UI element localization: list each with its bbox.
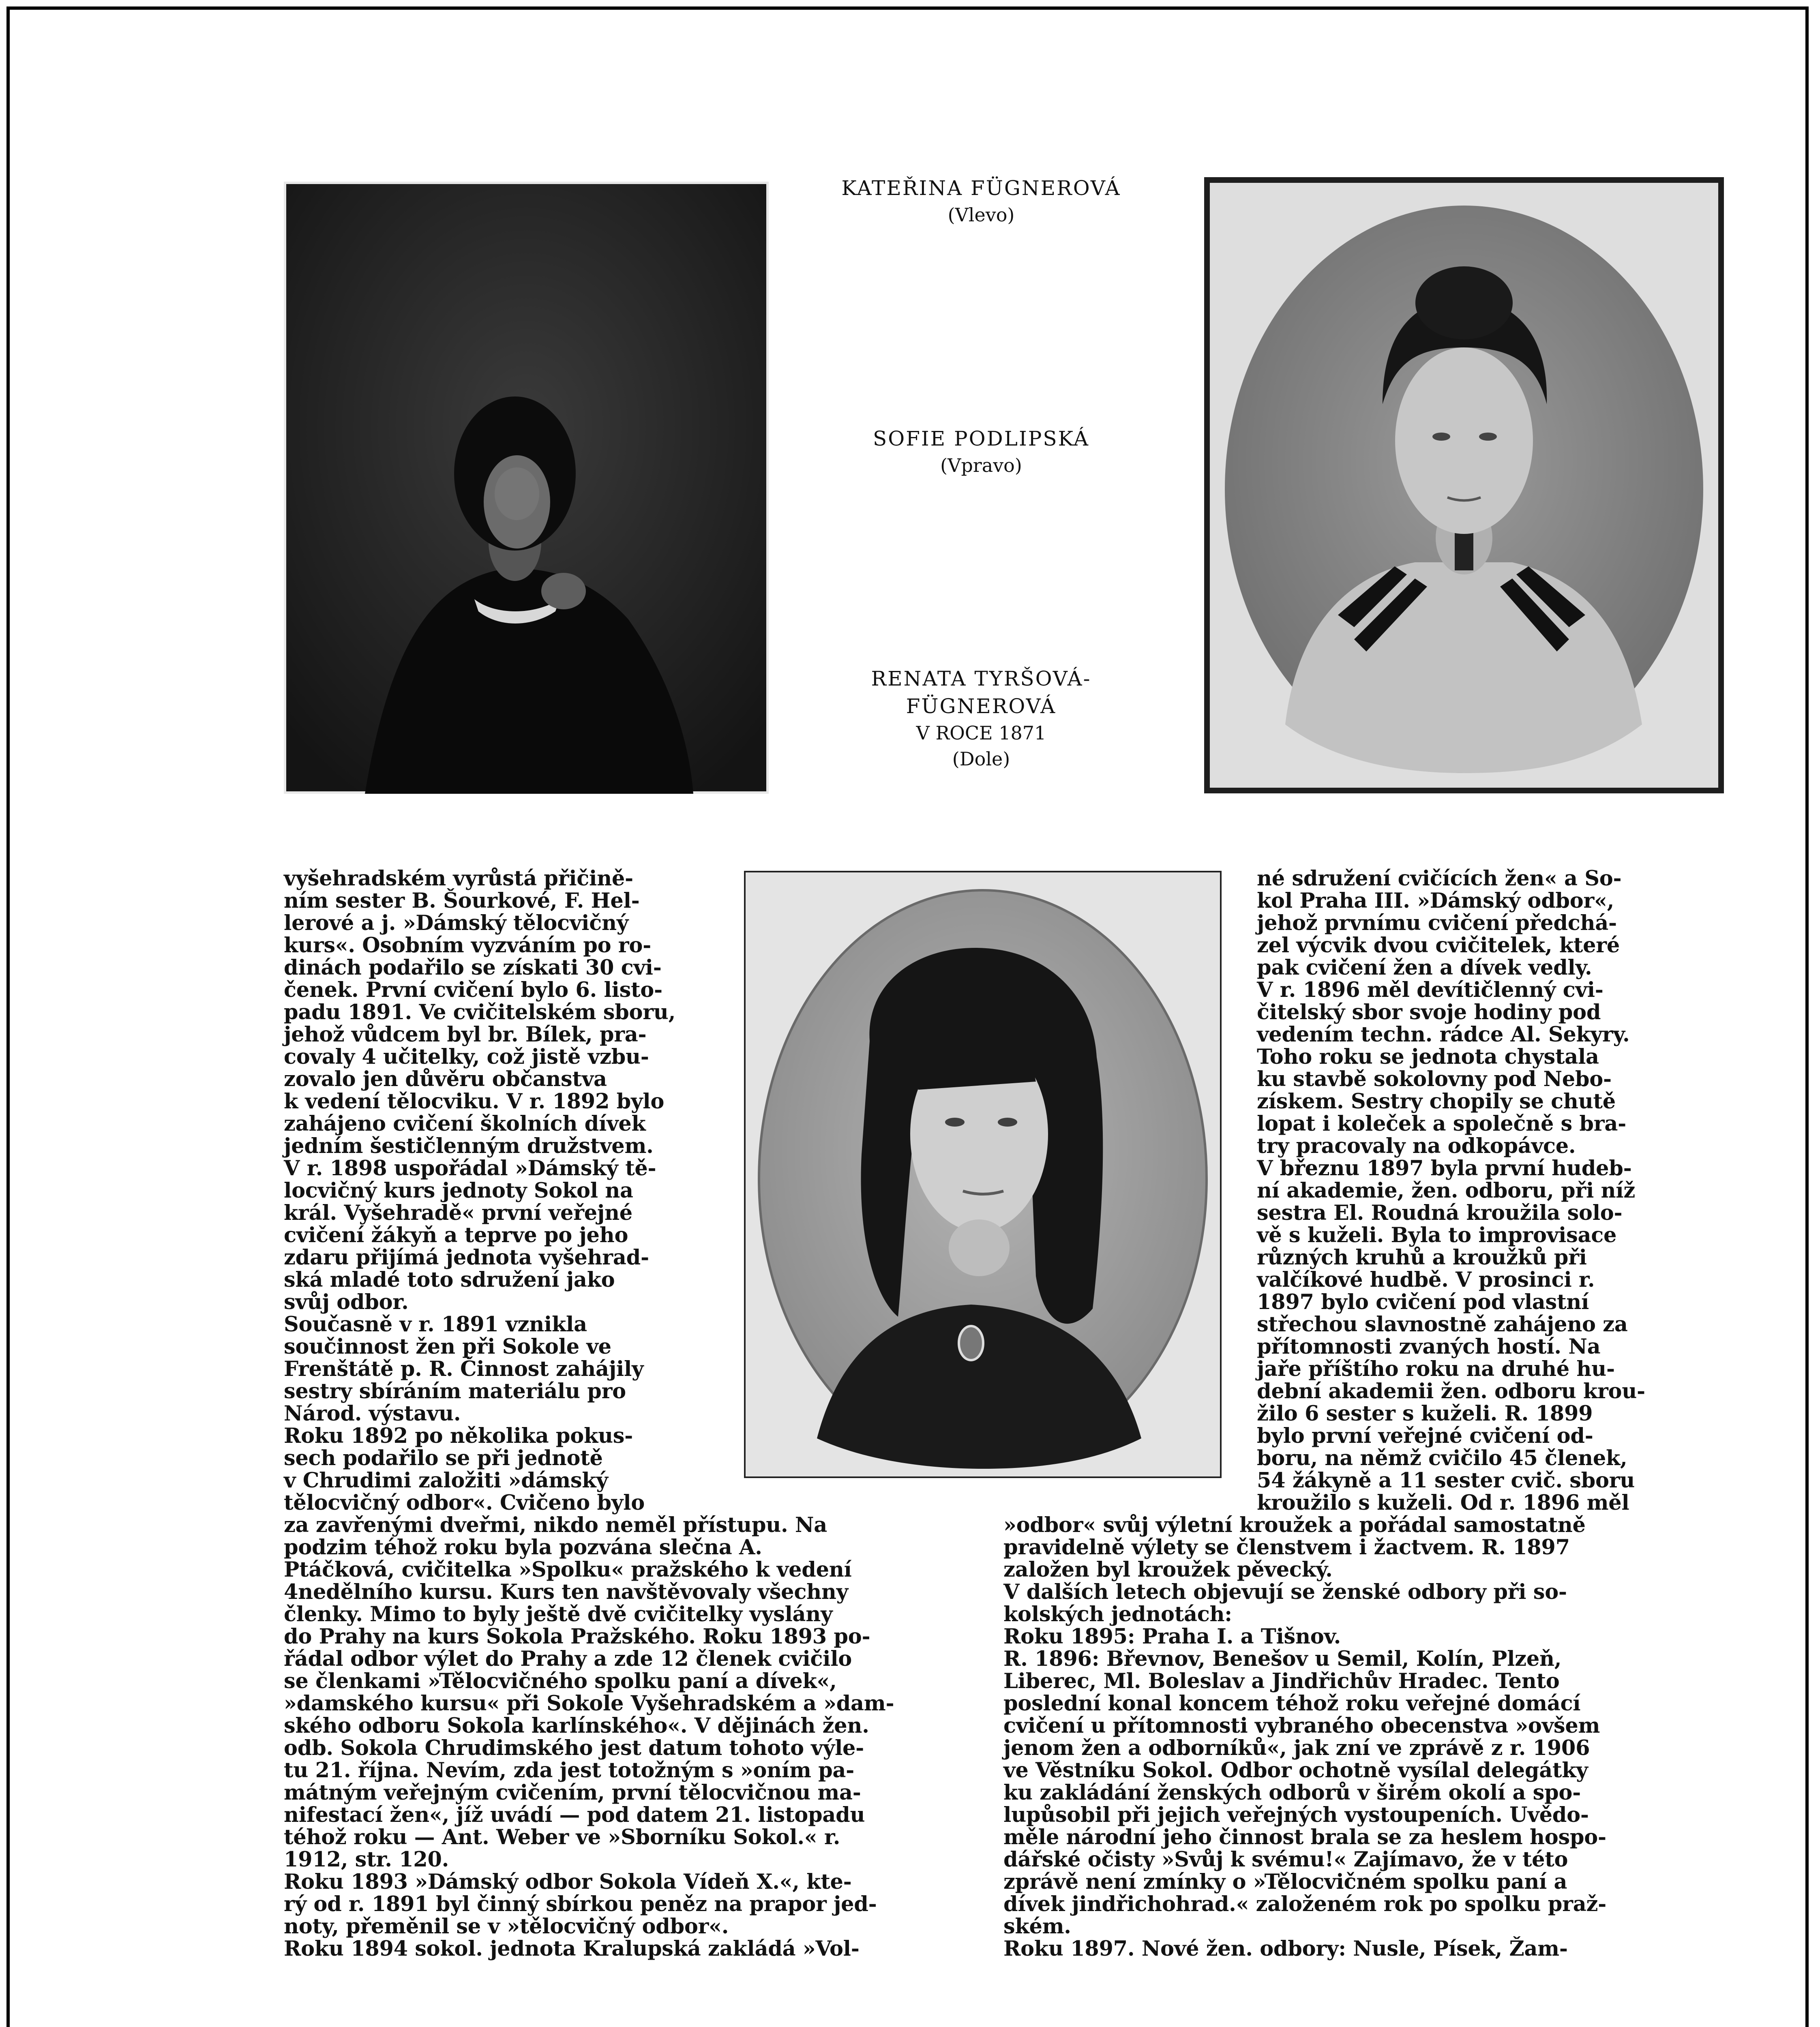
text-line: bylo první veřejné cvičení od- bbox=[1257, 1424, 1593, 1448]
text-line: locvičný kurs jednoty Sokol na bbox=[284, 1178, 633, 1203]
caption-katerina bbox=[782, 174, 1180, 228]
text-line: žilo 6 sester s kuželi. R. 1899 bbox=[1257, 1401, 1593, 1426]
text-line: cvičení u přítomnosti vybraného obecenstva »ovšem bbox=[1003, 1714, 1600, 1738]
text-line: dívek jindřichohrad.« založeném rok po spolku praž- bbox=[1003, 1892, 1607, 1916]
text-line: ku stavbě sokolovny pod Nebo- bbox=[1257, 1067, 1612, 1091]
text-line: čenek. První cvičení bylo 6. listo- bbox=[284, 978, 662, 1002]
text-line: k vedení tělocviku. V r. 1892 bylo bbox=[284, 1089, 665, 1114]
text-line: cvičení žákyň a teprve po jeho bbox=[284, 1223, 628, 1247]
text-column-right bbox=[1257, 868, 1699, 1514]
text-line: jenom žen a odborníků«, jak zní ve zprávě z r. 1906 bbox=[1003, 1736, 1590, 1760]
text-line: vě s kuželi. Byla to improvisace bbox=[1257, 1223, 1617, 1247]
text-line: jaře příštího roku na druhé hu- bbox=[1257, 1357, 1615, 1381]
text-line: Současně v r. 1891 vznikla bbox=[284, 1312, 587, 1337]
text-line: ve Věstníku Sokol. Odbor ochotně vysílal delegátky bbox=[1003, 1758, 1588, 1783]
text-line: boru, na němž cvičilo 45 členek, bbox=[1257, 1446, 1627, 1470]
text-line: Roku 1893 »Dámský odbor Sokola Vídeň X.«, kte- bbox=[284, 1870, 852, 1894]
text-line: různých kruhů a kroužků při bbox=[1257, 1245, 1587, 1270]
text-column-right-wide bbox=[1003, 1514, 1699, 1960]
text-line: ská mladé toto sdružení jako bbox=[284, 1268, 615, 1292]
text-line: kolských jednotách: bbox=[1003, 1602, 1232, 1626]
text-line: dinách podařilo se získati 30 cvi- bbox=[284, 956, 662, 980]
portrait-katerina-fugnerova bbox=[284, 182, 769, 794]
text-line: lerové a j. »Dámský tělocvičný bbox=[284, 911, 629, 935]
text-column-left-wide bbox=[284, 1514, 961, 1960]
text-line: podzim téhož roku byla pozvána slečna A. bbox=[284, 1535, 762, 1560]
text-line: zprávě není zmínky o »Tělocvičném spolku paní a bbox=[1003, 1870, 1567, 1894]
text-line: nifestací žen«, jíž uvádí — pod datem 21. listopadu bbox=[284, 1803, 865, 1827]
text-line: 1912, str. 120. bbox=[284, 1847, 449, 1872]
text-line: V r. 1896 měl devítičlenný cvi- bbox=[1257, 978, 1603, 1002]
text-line: ského odboru Sokola karlínského«. V dějinách žen. bbox=[284, 1714, 869, 1738]
text-line: svůj odbor. bbox=[284, 1290, 409, 1314]
text-line: V r. 1898 uspořádal »Dámský tě- bbox=[284, 1156, 656, 1181]
text-line: lupůsobil při jejich veřejných vystoupeních. Uvědo- bbox=[1003, 1803, 1589, 1827]
text-line: téhož roku — Ant. Weber ve »Sborníku Sokol.« r. bbox=[284, 1825, 840, 1849]
text-line: V březnu 1897 byla první hudeb- bbox=[1257, 1156, 1632, 1181]
text-line: jehož prvnímu cvičení předchá- bbox=[1257, 911, 1617, 935]
text-line: založen byl kroužek pěvecký. bbox=[1003, 1558, 1333, 1582]
text-column-left bbox=[284, 868, 726, 1514]
text-line: ském. bbox=[1003, 1914, 1071, 1939]
text-line: měle národní jeho činnost brala se za heslem hospo- bbox=[1003, 1825, 1606, 1849]
text-line: zovalo jen důvěru občanstva bbox=[284, 1067, 607, 1091]
text-line: 54 žákyně a 11 sester cvič. sboru bbox=[1257, 1468, 1635, 1493]
text-line: získem. Sestry chopily se chutě bbox=[1257, 1089, 1616, 1114]
text-line: za zavřenými dveřmi, nikdo neměl přístupu. Na bbox=[284, 1513, 827, 1537]
text-line: rý od r. 1891 byl činný sbírkou peněz na prapor jed- bbox=[284, 1892, 877, 1916]
caption-renata bbox=[782, 665, 1180, 772]
text-line: sech podařilo se při jednotě bbox=[284, 1446, 603, 1470]
caption-renata-position: (Dole) bbox=[952, 748, 1010, 770]
text-line: 1897 bylo cvičení pod vlastní bbox=[1257, 1290, 1589, 1314]
text-line: Frenštátě p. R. Činnost zahájily bbox=[284, 1357, 644, 1381]
text-line: pak cvičení žen a dívek vedly. bbox=[1257, 956, 1592, 980]
text-line: »damského kursu« při Sokole Vyšehradském a »dam- bbox=[284, 1691, 894, 1716]
caption-sofie-position: (Vpravo) bbox=[940, 454, 1022, 476]
text-line: dářské očisty »Svůj k svému!« Zajímavo, že v této bbox=[1003, 1847, 1568, 1872]
text-line: mátným veřejným cvičením, první tělocvičnou ma- bbox=[284, 1781, 861, 1805]
text-line: poslední konal koncem téhož roku veřejné domácí bbox=[1003, 1691, 1581, 1716]
text-line: Národ. výstavu. bbox=[284, 1401, 461, 1426]
text-line: zel výcvik dvou cvičitelek, které bbox=[1257, 933, 1620, 958]
text-line: Roku 1897. Nové žen. odbory: Nusle, Písek, Žam- bbox=[1003, 1937, 1568, 1961]
text-line: pravidelně výlety se členstvem i žactvem. R. 1897 bbox=[1003, 1535, 1570, 1560]
text-line: král. Vyšehradě« první veřejné bbox=[284, 1201, 632, 1225]
caption-sofie-name: SOFIE PODLIPSKÁ bbox=[872, 427, 1090, 450]
caption-katerina-name: KATEŘINA FÜGNEROVÁ bbox=[841, 176, 1121, 200]
text-line: kol Praha III. »Dámský odbor«, bbox=[1257, 889, 1614, 913]
text-line: Roku 1895: Praha I. a Tišnov. bbox=[1003, 1624, 1341, 1649]
text-line: čitelský sbor svoje hodiny pod bbox=[1257, 1000, 1601, 1024]
text-line: Roku 1892 po několika pokus- bbox=[284, 1424, 633, 1448]
text-line: V dalších letech objevují se ženské odbory při so- bbox=[1003, 1580, 1567, 1604]
text-line: noty, přeměnil se v »tělocvičný odbor«. bbox=[284, 1914, 729, 1939]
text-line: kroužilo s kuželi. Od r. 1896 měl bbox=[1257, 1491, 1629, 1515]
text-line: covaly 4 učitelky, což jistě vzbu- bbox=[284, 1045, 649, 1069]
text-line: řádal odbor výlet do Prahy a zde 12 členek cvičilo bbox=[284, 1647, 852, 1671]
text-line: padu 1891. Ve cvičitelském sboru, bbox=[284, 1000, 676, 1024]
text-line: tělocvičný odbor«. Cvičeno bylo bbox=[284, 1491, 645, 1515]
text-line: jedním šestičlenným družstvem. bbox=[284, 1134, 654, 1158]
text-line: vedením techn. rádce Al. Sekyry. bbox=[1257, 1022, 1630, 1047]
caption-renata-year: V ROCE 1871 bbox=[916, 722, 1046, 744]
text-line: tu 21. října. Nevím, zda jest totožným s »oním pa- bbox=[284, 1758, 855, 1783]
text-line: Ptáčková, cvičitelka »Spolku« pražského k vedení bbox=[284, 1558, 852, 1582]
text-line: R. 1896: Břevnov, Benešov u Semil, Kolín, Plzeň, bbox=[1003, 1647, 1562, 1671]
text-line: jehož vůdcem byl br. Bílek, pra- bbox=[284, 1022, 647, 1047]
caption-katerina-position: (Vlevo) bbox=[948, 204, 1015, 226]
text-line: Liberec, Ml. Boleslav a Jindřichův Hradec. Tento bbox=[1003, 1669, 1560, 1693]
text-line: dební akademii žen. odboru krou- bbox=[1257, 1379, 1645, 1403]
text-line: Roku 1894 sokol. jednota Kralupská zakládá »Vol- bbox=[284, 1937, 860, 1961]
caption-sofie bbox=[782, 425, 1180, 478]
text-line: střechou slavnostně zahájeno za bbox=[1257, 1312, 1628, 1337]
text-line: se členkami »Tělocvičného spolku paní a dívek«, bbox=[284, 1669, 837, 1693]
text-line: try pracovaly na odkopávce. bbox=[1257, 1134, 1576, 1158]
text-line: zahájeno cvičení školních dívek bbox=[284, 1112, 646, 1136]
text-line: členky. Mimo to byly ještě dvě cvičitelky vyslány bbox=[284, 1602, 833, 1626]
text-line: součinnost žen při Sokole ve bbox=[284, 1335, 611, 1359]
text-line: do Prahy na kurs Sokola Pražského. Roku 1893 po- bbox=[284, 1624, 870, 1649]
portrait-sofie-podlipska bbox=[1204, 177, 1724, 793]
caption-renata-name-line1: RENATA TYRŠOVÁ- bbox=[871, 667, 1091, 690]
text-line: 4nedělního kursu. Kurs ten navštěvovaly všechny bbox=[284, 1580, 848, 1604]
portrait-renata-tyrsova-fugnerova bbox=[744, 871, 1222, 1478]
text-line: přítomnosti zvaných hostí. Na bbox=[1257, 1335, 1601, 1359]
text-line: ním sester B. Šourkové, F. Hel- bbox=[284, 889, 640, 913]
text-line: né sdružení cvičících žen« a So- bbox=[1257, 866, 1622, 891]
text-line: ku zakládání ženských odborů v širém okolí a spo- bbox=[1003, 1781, 1581, 1805]
text-line: ní akademie, žen. odboru, při níž bbox=[1257, 1178, 1636, 1203]
text-line: sestry sbíráním materiálu pro bbox=[284, 1379, 626, 1403]
text-line: sestra El. Roudná kroužila solo- bbox=[1257, 1201, 1623, 1225]
text-line: »odbor« svůj výletní kroužek a pořádal samostatně bbox=[1003, 1513, 1586, 1537]
text-line: Toho roku se jednota chystala bbox=[1257, 1045, 1599, 1069]
text-line: vyšehradském vyrůstá přičině- bbox=[284, 866, 633, 891]
text-line: zdaru přijímá jednota vyšehrad- bbox=[284, 1245, 649, 1270]
text-line: odb. Sokola Chrudimského jest datum tohoto výle- bbox=[284, 1736, 864, 1760]
caption-renata-name-line2: FÜGNEROVÁ bbox=[906, 694, 1057, 718]
text-line: v Chrudimi založiti »dámský bbox=[284, 1468, 608, 1493]
text-line: lopat i koleček a společně s bra- bbox=[1257, 1112, 1626, 1136]
text-line: kurs«. Osobním vyzváním po ro- bbox=[284, 933, 651, 958]
text-line: valčíkové hudbě. V prosinci r. bbox=[1257, 1268, 1595, 1292]
